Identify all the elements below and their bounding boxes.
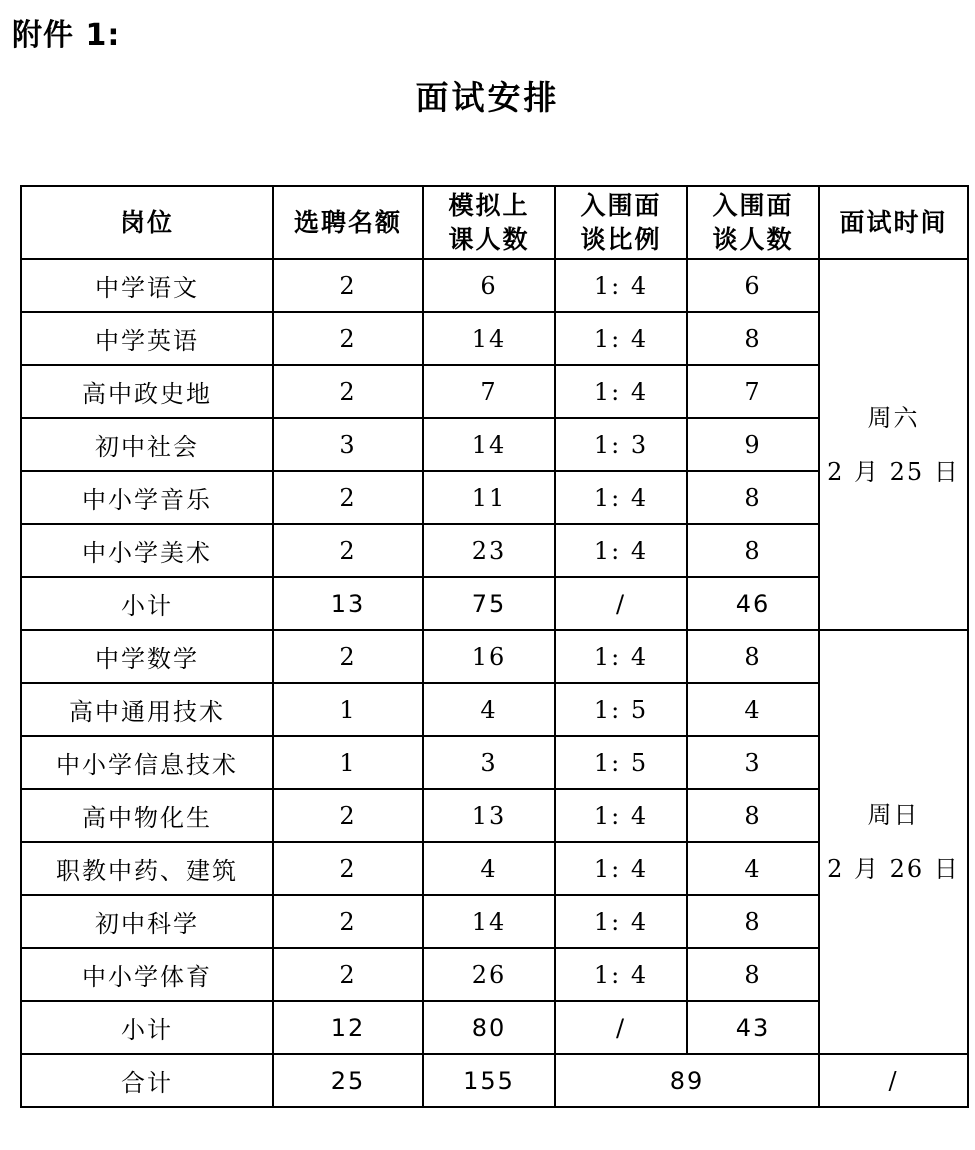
cell-mock-class-count: 3 [423,736,555,789]
cell-interview-ratio: 1: 4 [555,259,687,312]
cell-interview-count: 6 [687,259,819,312]
cell-position: 中小学体育 [21,948,273,1001]
interview-date: 2 月 26 日 [827,855,960,883]
header-cell-position: 岗位 [21,186,273,259]
cell-mock-class-count: 13 [423,789,555,842]
cell-position: 高中通用技术 [21,683,273,736]
total-cell-interview-time: / [819,1054,968,1107]
subtotal-cell-interview-ratio: / [555,1001,687,1054]
cell-interview-count: 3 [687,736,819,789]
cell-interview-count: 4 [687,842,819,895]
cell-mock-class-count: 14 [423,312,555,365]
interview-time-cell [819,630,968,1054]
cell-quota: 2 [273,630,423,683]
subtotal-cell-interview-count: 46 [687,577,819,630]
cell-interview-ratio: 1: 4 [555,524,687,577]
cell-position: 高中政史地 [21,365,273,418]
cell-mock-class-count: 7 [423,365,555,418]
header-cell-interview-ratio [555,186,687,259]
table-row [21,259,968,312]
total-cell-label: 合计 [21,1054,273,1107]
cell-interview-ratio: 1: 4 [555,312,687,365]
header-cell-mock-class-text: 模拟上课人数 [448,190,530,254]
page-title: 面试安排 [415,78,560,117]
cell-quota: 2 [273,895,423,948]
subtotal-cell-quota: 12 [273,1001,423,1054]
cell-quota: 2 [273,842,423,895]
header-cell-mock-class-count [423,186,555,259]
cell-position: 高中物化生 [21,789,273,842]
cell-interview-ratio: 1: 4 [555,895,687,948]
cell-interview-count: 8 [687,630,819,683]
interview-day: 周日 [867,801,920,829]
cell-position: 初中科学 [21,895,273,948]
cell-position: 初中社会 [21,418,273,471]
subtotal-cell-interview-ratio: / [555,577,687,630]
cell-mock-class-count: 16 [423,630,555,683]
interview-schedule-table [20,185,969,1108]
header-cell-interview-time: 面试时间 [819,186,968,259]
cell-mock-class-count: 14 [423,418,555,471]
cell-interview-ratio: 1: 5 [555,683,687,736]
cell-mock-class-count: 4 [423,842,555,895]
subtotal-cell-position: 小计 [21,577,273,630]
cell-quota: 2 [273,312,423,365]
cell-interview-count: 8 [687,789,819,842]
total-row [21,1054,968,1107]
subtotal-cell-mock-class-count: 80 [423,1001,555,1054]
table-row [21,630,968,683]
cell-position: 中小学音乐 [21,471,273,524]
cell-interview-count: 7 [687,365,819,418]
cell-interview-count: 8 [687,948,819,1001]
header-cell-interview-ratio-text: 入围面谈比例 [580,190,662,254]
cell-interview-count: 8 [687,312,819,365]
cell-position: 职教中药、建筑 [21,842,273,895]
cell-interview-ratio: 1: 4 [555,471,687,524]
cell-interview-count: 9 [687,418,819,471]
cell-interview-count: 8 [687,895,819,948]
interview-time-cell [819,259,968,630]
cell-mock-class-count: 11 [423,471,555,524]
cell-position: 中学英语 [21,312,273,365]
attachment-label: 附件 1: [12,18,121,53]
cell-interview-ratio: 1: 4 [555,789,687,842]
header-row [21,186,968,259]
cell-mock-class-count: 4 [423,683,555,736]
header-cell-interview-count-text: 入围面谈人数 [712,190,794,254]
cell-quota: 2 [273,789,423,842]
cell-mock-class-count: 14 [423,895,555,948]
cell-interview-ratio: 1: 3 [555,418,687,471]
cell-mock-class-count: 26 [423,948,555,1001]
interview-day: 周六 [867,403,920,432]
cell-quota: 2 [273,471,423,524]
cell-interview-count: 8 [687,471,819,524]
cell-interview-count: 4 [687,683,819,736]
cell-interview-ratio: 1: 4 [555,948,687,1001]
cell-quota: 2 [273,948,423,1001]
cell-position: 中小学美术 [21,524,273,577]
cell-interview-ratio: 1: 4 [555,842,687,895]
subtotal-cell-quota: 13 [273,577,423,630]
cell-interview-count: 8 [687,524,819,577]
cell-mock-class-count: 23 [423,524,555,577]
header-cell-quota: 选聘名额 [273,186,423,259]
subtotal-cell-position: 小计 [21,1001,273,1054]
cell-quota: 3 [273,418,423,471]
cell-quota: 1 [273,683,423,736]
cell-interview-ratio: 1: 4 [555,630,687,683]
cell-quota: 1 [273,736,423,789]
cell-quota: 2 [273,524,423,577]
interview-date: 2 月 25 日 [827,457,960,486]
cell-position: 中学语文 [21,259,273,312]
total-cell-quota: 25 [273,1054,423,1107]
cell-interview-ratio: 1: 5 [555,736,687,789]
subtotal-cell-interview-count: 43 [687,1001,819,1054]
cell-quota: 2 [273,259,423,312]
total-cell-interview-count: 89 [555,1054,819,1107]
cell-position: 中学数学 [21,630,273,683]
header-cell-interview-count [687,186,819,259]
cell-quota: 2 [273,365,423,418]
subtotal-cell-mock-class-count: 75 [423,577,555,630]
total-cell-mock-class-count: 155 [423,1054,555,1107]
cell-interview-ratio: 1: 4 [555,365,687,418]
cell-mock-class-count: 6 [423,259,555,312]
cell-position: 中小学信息技术 [21,736,273,789]
